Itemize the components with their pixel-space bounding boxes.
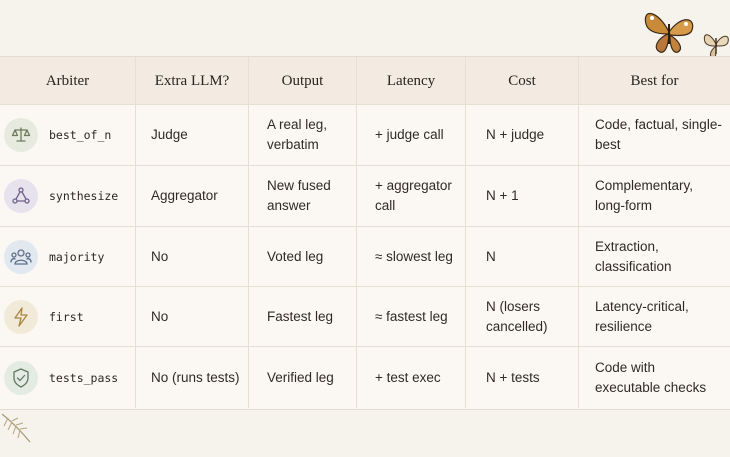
latency-cell: + aggregator call	[357, 166, 466, 226]
output-cell: Voted leg	[249, 227, 357, 286]
arbiter-comparison-table	[0, 56, 730, 410]
group-icon	[4, 240, 38, 274]
arbiter-name: best_of_n	[49, 128, 112, 142]
lightning-icon	[4, 300, 38, 334]
extra-llm-cell: No	[136, 227, 249, 286]
best-for-cell: Latency-critical, resilience	[595, 298, 689, 334]
arbiter-name: synthesize	[49, 189, 119, 203]
butterfly-icon	[640, 4, 698, 60]
output-cell: New fused answer	[249, 166, 357, 226]
cost-cell: N + 1	[466, 166, 579, 226]
extra-llm-cell: Aggregator	[136, 166, 249, 226]
table-header-row	[0, 57, 730, 105]
best-for-cell: Code with executable checks	[595, 359, 707, 395]
table-row	[0, 105, 730, 166]
table-row	[0, 227, 730, 287]
best-for-cell: Complementary, long-form	[595, 178, 694, 213]
best-for-cell: Extraction, classification	[595, 238, 672, 274]
arbiter-name: majority	[49, 249, 105, 264]
arbiter-cell	[0, 287, 136, 346]
shield-check-icon	[4, 361, 38, 395]
arbiter-cell	[0, 105, 136, 165]
table-row	[0, 287, 730, 347]
arbiter-name: tests_pass	[49, 370, 119, 385]
cost-cell: N (losers cancelled)	[466, 287, 579, 346]
best-for-cell: Code, factual, single-best	[595, 117, 722, 152]
table-row	[0, 347, 730, 408]
latency-cell: + test exec	[357, 347, 466, 408]
output-cell: A real leg, verbatim	[249, 105, 357, 165]
extra-llm-cell: No (runs tests)	[136, 347, 249, 408]
output-cell: Verified leg	[249, 347, 357, 408]
output-cell: Fastest leg	[249, 287, 357, 346]
latency-cell: + judge call	[357, 105, 466, 165]
arbiter-cell	[0, 166, 136, 226]
column-header-output: Output	[249, 57, 357, 104]
arbiter-cell	[0, 347, 136, 408]
scale-icon	[4, 118, 38, 152]
column-header-latency: Latency	[357, 57, 466, 104]
arbiter-cell	[0, 227, 136, 286]
cost-cell: N + tests	[466, 347, 579, 408]
column-header-best-for: Best for	[630, 72, 679, 89]
extra-llm-cell: No	[136, 287, 249, 346]
column-header-extra-llm: Extra LLM?	[136, 57, 249, 104]
latency-cell: ≈ slowest leg	[357, 227, 466, 286]
fern-icon	[0, 408, 40, 448]
nodes-graph-icon	[4, 179, 38, 213]
column-header-arbiter: Arbiter	[0, 57, 136, 104]
extra-llm-cell: Judge	[136, 105, 249, 165]
table-row	[0, 166, 730, 227]
cost-cell: N	[466, 227, 579, 286]
arbiter-name: first	[49, 309, 84, 324]
latency-cell: ≈ fastest leg	[357, 287, 466, 346]
cost-cell: N + judge	[466, 105, 579, 165]
column-header-cost: Cost	[466, 57, 579, 104]
